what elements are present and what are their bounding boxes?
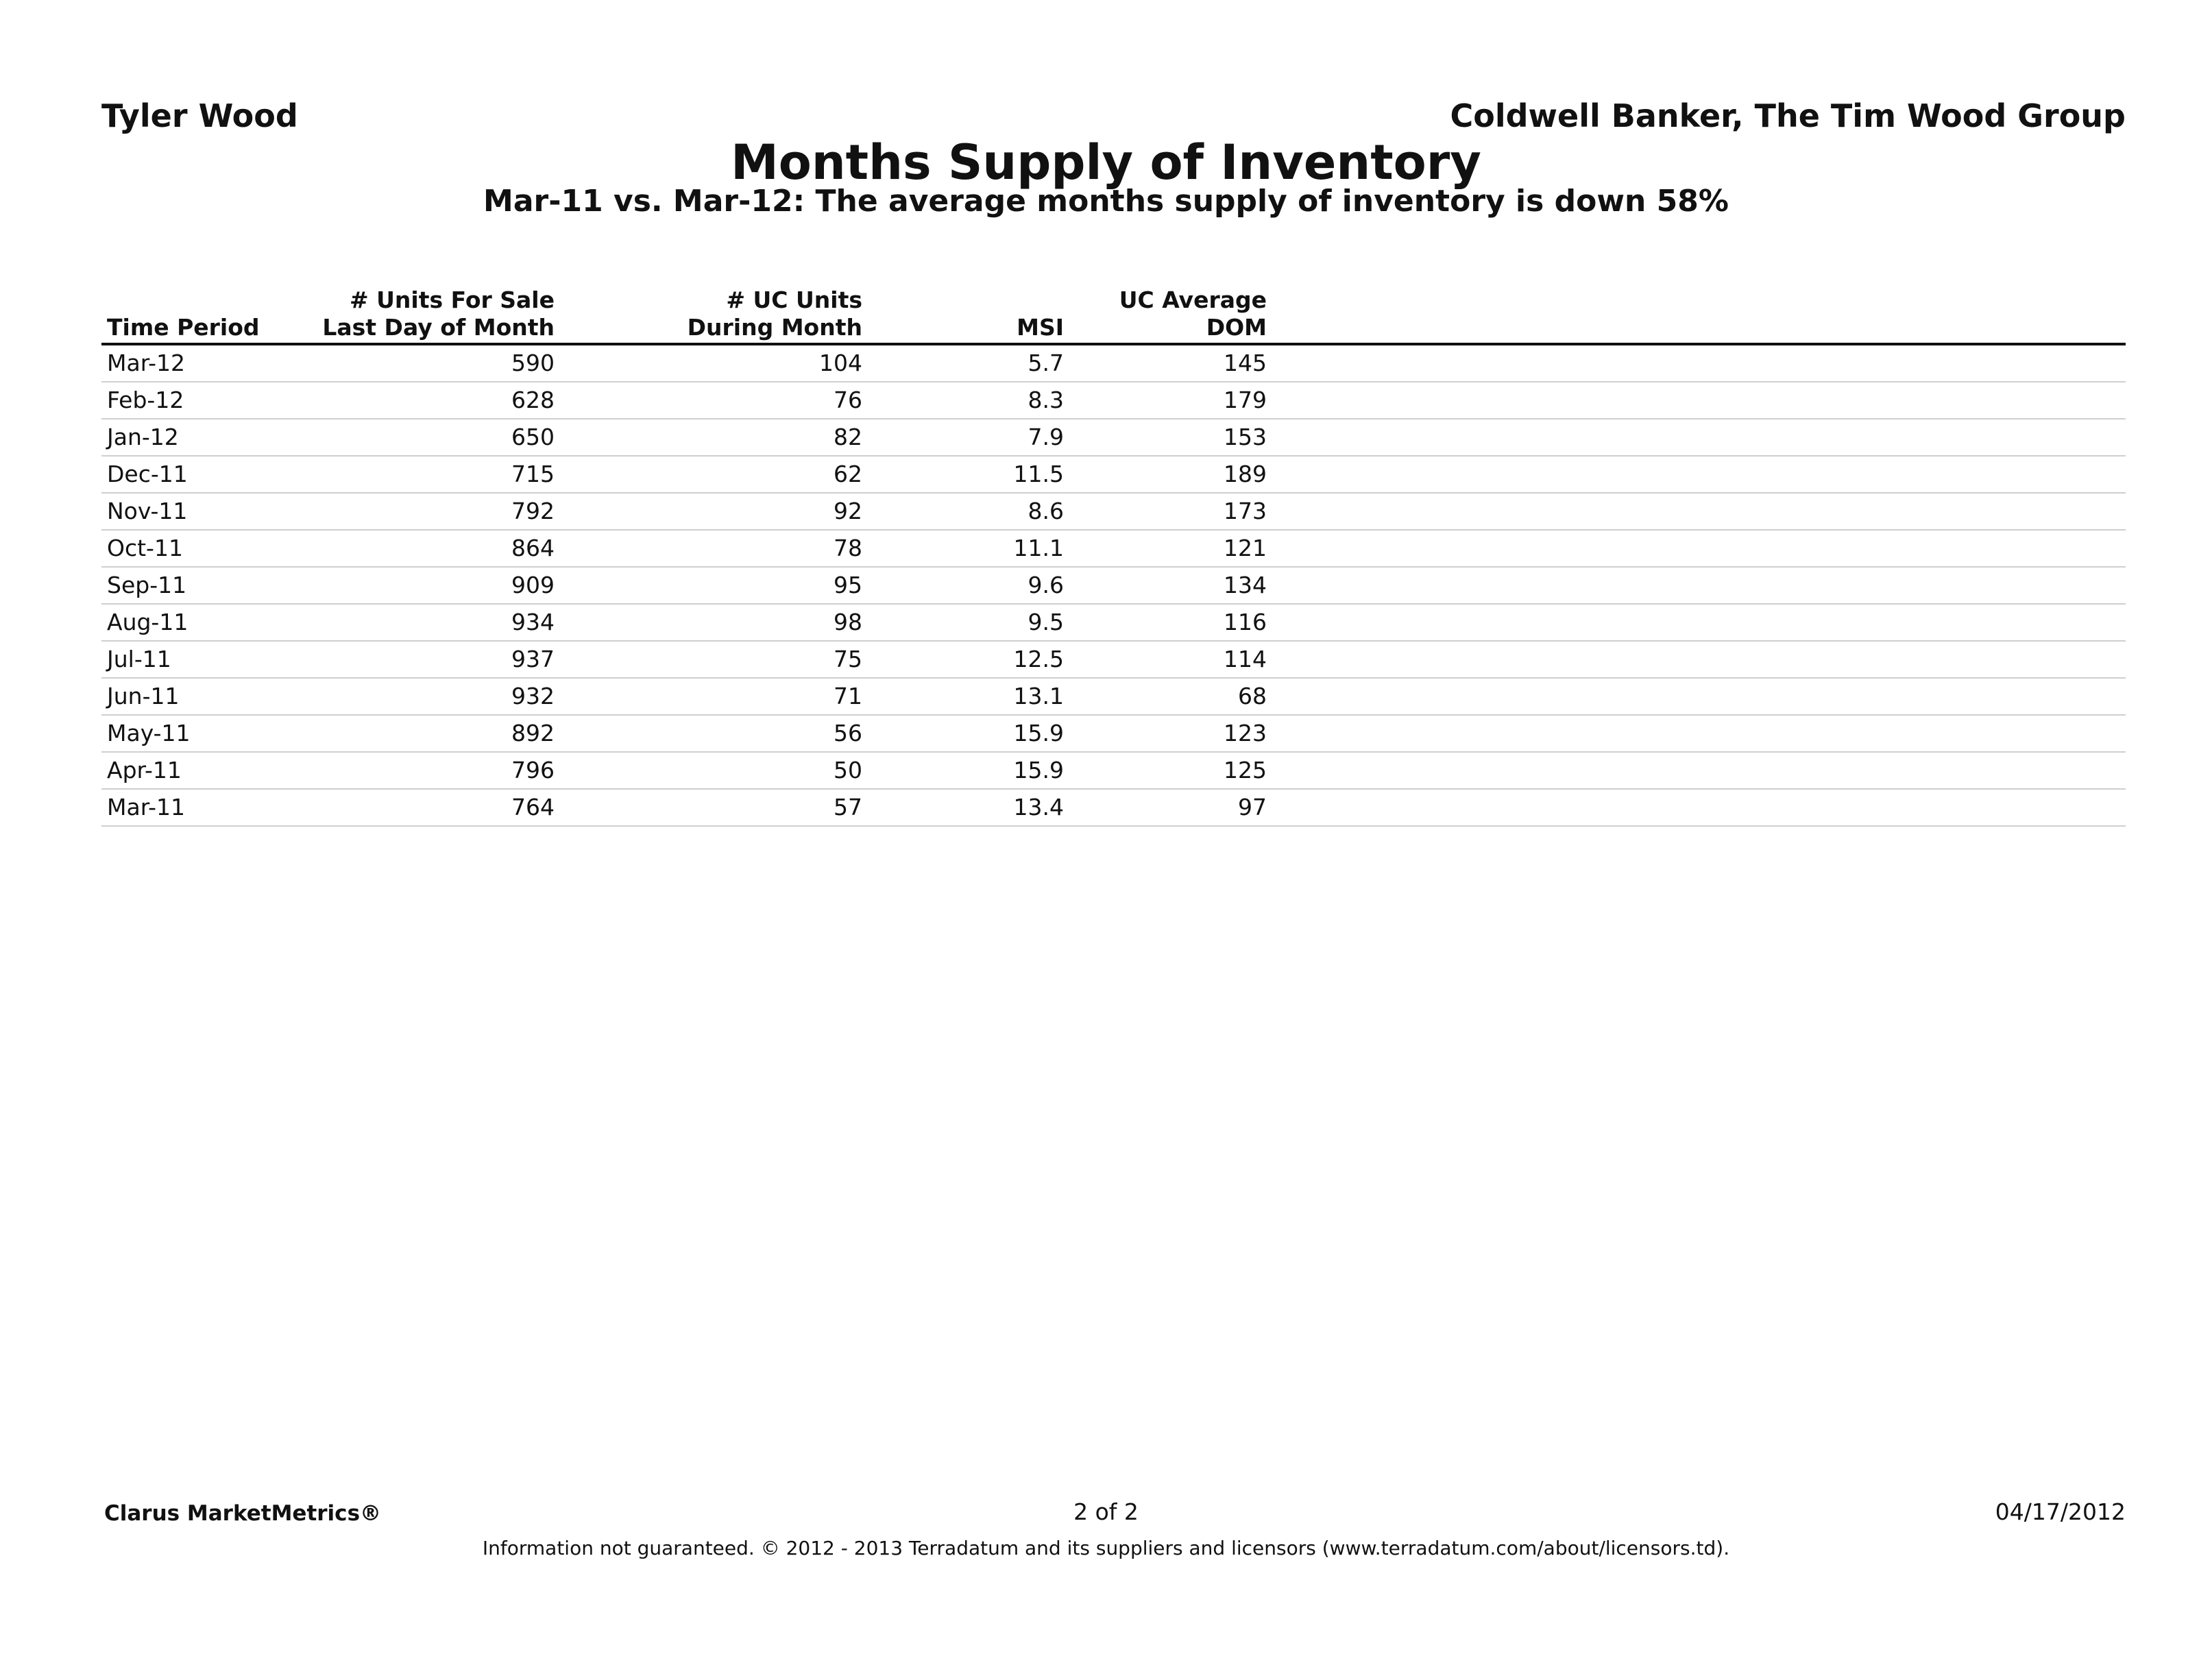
agent-name: Tyler Wood <box>101 97 298 134</box>
table-row <box>101 568 2126 605</box>
column-header-uc-units: # UC Units During Month <box>687 287 862 341</box>
column-header-uc-average-dom: UC Average DOM <box>1119 287 1267 341</box>
cell-uc-units: 92 <box>834 498 862 524</box>
column-header-units-for-sale: # Units For Sale Last Day of Month <box>322 287 555 341</box>
cell-units-for-sale: 892 <box>511 720 555 746</box>
cell-uc-units: 76 <box>834 387 862 413</box>
cell-msi: 15.9 <box>1013 720 1064 746</box>
cell-msi: 11.1 <box>1013 535 1064 561</box>
brokerage-name: Coldwell Banker, The Tim Wood Group <box>1450 97 2126 134</box>
cell-units-for-sale: 864 <box>511 535 555 561</box>
cell-units-for-sale: 934 <box>511 609 555 635</box>
cell-uc-units: 71 <box>834 683 862 709</box>
cell-msi: 7.9 <box>1028 424 1064 450</box>
cell-time-period: Aug-11 <box>107 609 189 635</box>
cell-uc-units: 57 <box>834 794 862 820</box>
table-body <box>101 345 2126 827</box>
table-row <box>101 494 2126 531</box>
table-row <box>101 790 2126 827</box>
cell-uc-average-dom: 116 <box>1224 609 1267 635</box>
cell-uc-units: 104 <box>819 350 862 376</box>
cell-uc-units: 95 <box>834 572 862 598</box>
report-date: 04/17/2012 <box>1995 1498 2126 1525</box>
cell-time-period: Feb-12 <box>107 387 184 413</box>
cell-uc-average-dom: 121 <box>1224 535 1267 561</box>
cell-uc-average-dom: 179 <box>1224 387 1267 413</box>
cell-uc-average-dom: 68 <box>1238 683 1267 709</box>
cell-units-for-sale: 932 <box>511 683 555 709</box>
cell-uc-average-dom: 173 <box>1224 498 1267 524</box>
cell-time-period: Nov-11 <box>107 498 188 524</box>
cell-msi: 13.4 <box>1013 794 1064 820</box>
cell-units-for-sale: 909 <box>511 572 555 598</box>
cell-time-period: Mar-11 <box>107 794 186 820</box>
cell-msi: 8.6 <box>1028 498 1064 524</box>
cell-time-period: Oct-11 <box>107 535 183 561</box>
cell-msi: 11.5 <box>1013 461 1064 487</box>
cell-msi: 9.6 <box>1028 572 1064 598</box>
cell-time-period: Jan-12 <box>107 424 179 450</box>
cell-msi: 5.7 <box>1028 350 1064 376</box>
table-header <box>101 281 2126 343</box>
cell-msi: 15.9 <box>1013 757 1064 783</box>
table-row <box>101 345 2126 382</box>
cell-uc-units: 82 <box>834 424 862 450</box>
table-row <box>101 531 2126 568</box>
cell-msi: 12.5 <box>1013 646 1064 672</box>
table-row <box>101 716 2126 753</box>
cell-units-for-sale: 764 <box>511 794 555 820</box>
column-header-msi: MSI <box>1017 314 1064 341</box>
cell-units-for-sale: 650 <box>511 424 555 450</box>
cell-units-for-sale: 715 <box>511 461 555 487</box>
cell-units-for-sale: 792 <box>511 498 555 524</box>
cell-time-period: Apr-11 <box>107 757 182 783</box>
cell-msi: 9.5 <box>1028 609 1064 635</box>
cell-msi: 13.1 <box>1013 683 1064 709</box>
cell-uc-average-dom: 114 <box>1224 646 1267 672</box>
cell-uc-average-dom: 145 <box>1224 350 1267 376</box>
cell-uc-units: 62 <box>834 461 862 487</box>
cell-uc-units: 50 <box>834 757 862 783</box>
cell-time-period: Sep-11 <box>107 572 187 598</box>
cell-units-for-sale: 590 <box>511 350 555 376</box>
cell-uc-average-dom: 123 <box>1224 720 1267 746</box>
table-row <box>101 382 2126 420</box>
cell-uc-units: 78 <box>834 535 862 561</box>
disclaimer: Information not guaranteed. © 2012 - 2013 Terradatum and its suppliers and licensors (www.terradatum.com/about/licensors.td). <box>482 1537 1730 1559</box>
cell-time-period: Mar-12 <box>107 350 186 376</box>
cell-time-period: Jun-11 <box>107 683 180 709</box>
cell-uc-units: 75 <box>834 646 862 672</box>
inventory-table <box>101 281 2126 827</box>
cell-uc-average-dom: 189 <box>1224 461 1267 487</box>
cell-uc-units: 56 <box>834 720 862 746</box>
cell-units-for-sale: 796 <box>511 757 555 783</box>
column-header-time-period: Time Period <box>107 314 260 341</box>
cell-time-period: Dec-11 <box>107 461 188 487</box>
cell-uc-average-dom: 153 <box>1224 424 1267 450</box>
table-row <box>101 457 2126 494</box>
table-row <box>101 642 2126 679</box>
cell-uc-average-dom: 125 <box>1224 757 1267 783</box>
footer-brand: Clarus MarketMetrics® <box>104 1501 382 1526</box>
cell-units-for-sale: 937 <box>511 646 555 672</box>
cell-time-period: May-11 <box>107 720 191 746</box>
page-number: 2 of 2 <box>1073 1498 1139 1525</box>
report-title: Months Supply of Inventory <box>731 134 1481 191</box>
cell-msi: 8.3 <box>1028 387 1064 413</box>
table-row <box>101 753 2126 790</box>
cell-units-for-sale: 628 <box>511 387 555 413</box>
cell-uc-average-dom: 134 <box>1224 572 1267 598</box>
report-subtitle: Mar-11 vs. Mar-12: The average months supply of inventory is down 58% <box>483 184 1729 219</box>
cell-uc-units: 98 <box>834 609 862 635</box>
cell-uc-average-dom: 97 <box>1238 794 1267 820</box>
table-row <box>101 605 2126 642</box>
cell-time-period: Jul-11 <box>107 646 171 672</box>
table-row <box>101 679 2126 716</box>
table-row <box>101 420 2126 457</box>
